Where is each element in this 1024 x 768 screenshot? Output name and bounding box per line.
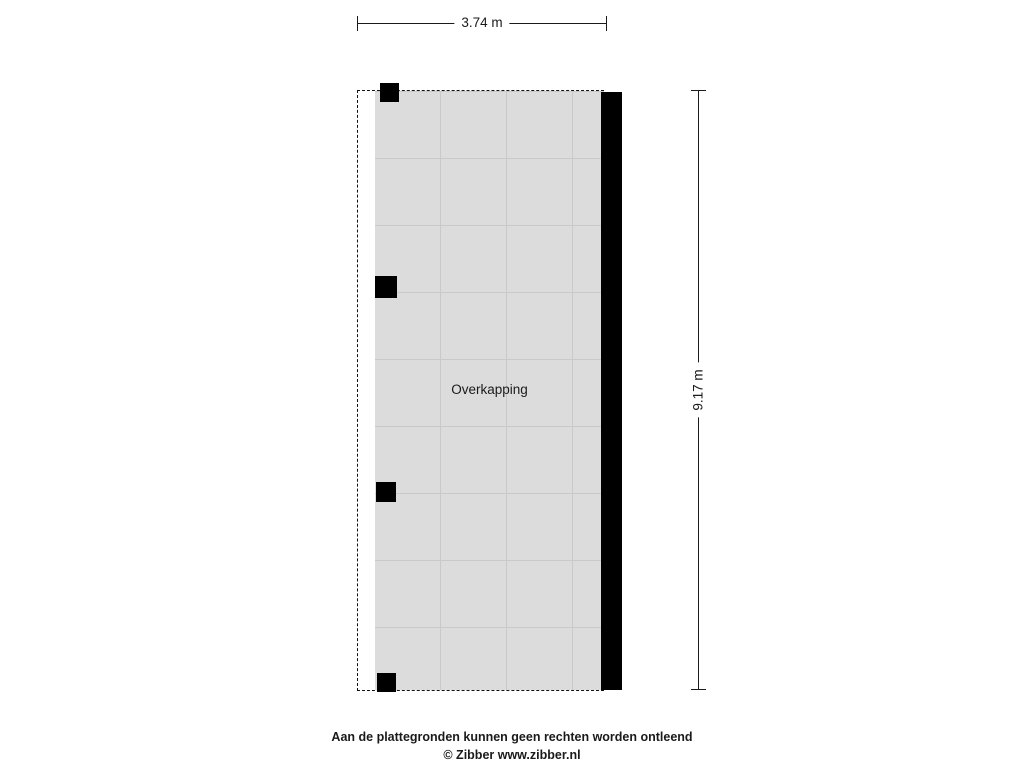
tiled-floor-area [375, 91, 604, 690]
support-post [377, 673, 396, 692]
dimension-width [357, 8, 607, 34]
dimension-length [682, 90, 716, 690]
dimension-width-label-wrap [454, 14, 509, 32]
room-label-text: Overkapping [451, 382, 528, 397]
dimension-length-label-wrap [691, 362, 706, 417]
footer [0, 728, 1024, 764]
support-post [380, 83, 399, 102]
dimension-length-label: 9.17 m [690, 369, 706, 411]
dimension-width-tick-left [357, 16, 358, 31]
floorplan-drawing [357, 90, 627, 691]
dimension-length-tick-top [691, 90, 706, 91]
support-post [376, 482, 396, 502]
dimension-width-label: 3.74 m [461, 15, 503, 30]
support-post [375, 276, 397, 298]
footer-disclaimer: Aan de plattegronden kunnen geen rechten worden ontleend [331, 730, 693, 744]
footer-copyright: © Zibber www.zibber.nl [443, 748, 581, 762]
dimension-length-tick-bottom [691, 689, 706, 690]
dimension-width-tick-right [606, 16, 607, 31]
exterior-wall [601, 92, 622, 690]
